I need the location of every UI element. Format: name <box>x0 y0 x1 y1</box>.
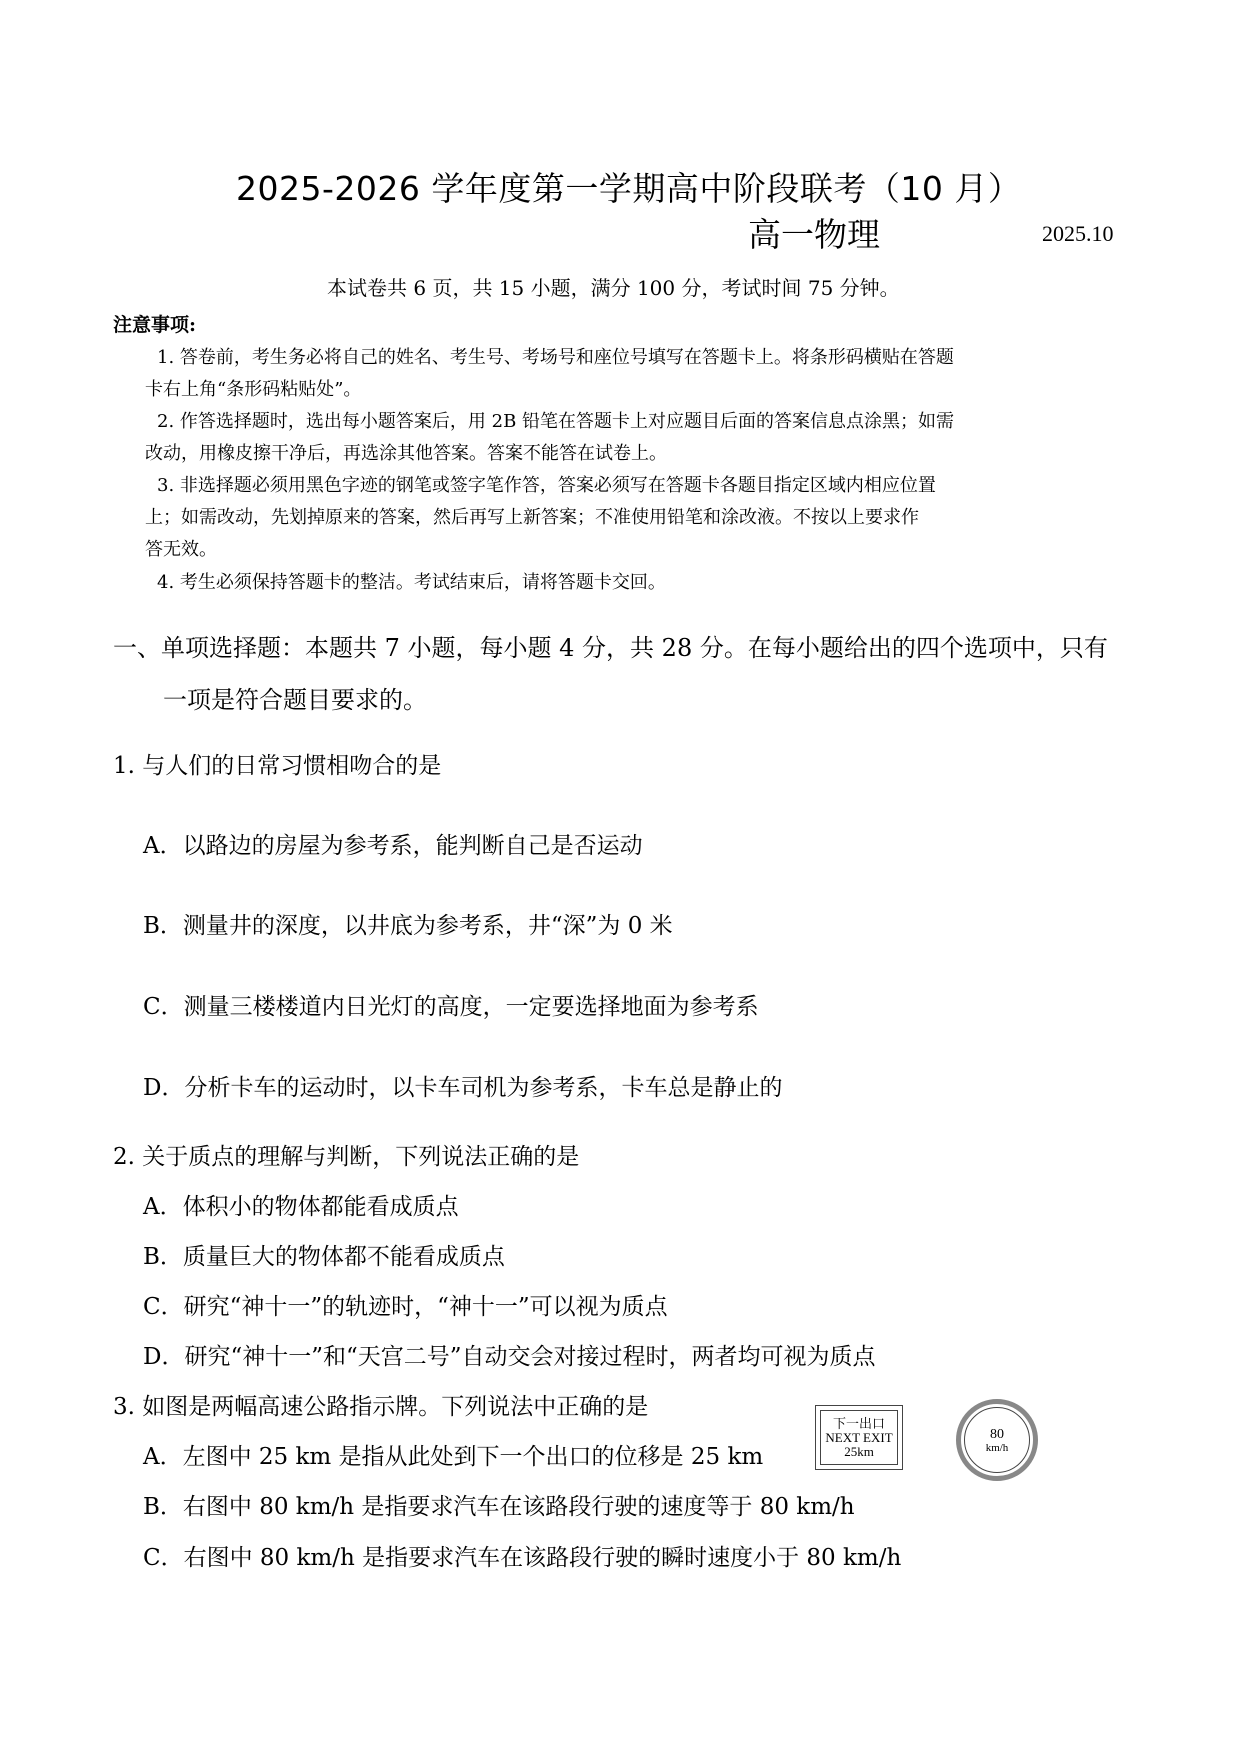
next-exit-sign-chinese: 下一出口 <box>832 1416 885 1431</box>
notice-line: 1. 答卷前，考生务必将自己的姓名、考生号、考场号和座位号填写在答题卡上。将条形码横贴在答题 <box>157 347 954 368</box>
question-3-option-a: A．左图中 25 km 是指从此处到下一个出口的位移是 25 km <box>143 1444 764 1470</box>
question-1-option-d: D．分析卡车的运动时，以卡车司机为参考系，卡车总是静止的 <box>143 1075 783 1101</box>
speed-limit-sign <box>956 1399 1038 1481</box>
question-2-option-d: D．研究“神十一”和“天宫二号”自动交会对接过程时，两者均可视为质点 <box>143 1344 876 1370</box>
exam-subject: 高一物理 <box>748 215 880 254</box>
exam-date: 2025.10 <box>1042 221 1114 246</box>
next-exit-sign-distance: 25km <box>844 1444 874 1459</box>
notice-line: 2. 作答选择题时，选出每小题答案后，用 2B 铅笔在答题卡上对应题目后面的答案信息点涂黑；如需 <box>157 411 955 432</box>
notice-line: 卡右上角“条形码粘贴处”。 <box>145 379 362 400</box>
question-2-option-c: C．研究“神十一”的轨迹时，“神十一”可以视为质点 <box>143 1294 668 1320</box>
next-exit-sign <box>815 1405 903 1470</box>
notice-title: 注意事项: <box>113 314 197 336</box>
question-2-option-a: A．体积小的物体都能看成质点 <box>143 1194 459 1220</box>
question-3-option-b: B．右图中 80 km/h 是指要求汽车在该路段行驶的速度等于 80 km/h <box>143 1494 855 1520</box>
notice-line: 3. 非选择题必须用黑色字迹的钢笔或签字笔作答，答案必须写在答题卡各题目指定区域内相应位置 <box>157 475 936 496</box>
question-1-option-b: B．测量井的深度，以井底为参考系，井“深”为 0 米 <box>143 913 673 939</box>
section-heading-continued: 一项是符合题目要求的。 <box>163 686 427 714</box>
next-exit-sign-english: NEXT EXIT <box>825 1430 893 1445</box>
notice-line: 改动，用橡皮擦干净后，再选涂其他答案。答案不能答在试卷上。 <box>145 443 667 464</box>
speed-limit-value: 80 <box>990 1427 1004 1442</box>
question-2-stem: 2. 关于质点的理解与判断，下列说法正确的是 <box>113 1144 580 1170</box>
speed-limit-sign-face <box>964 1407 1030 1473</box>
next-exit-sign-panel <box>820 1410 898 1465</box>
question-1-option-a: A．以路边的房屋为参考系，能判断自己是否运动 <box>143 833 643 859</box>
notice-line: 上；如需改动，先划掉原来的答案，然后再写上新答案；不准使用铅笔和涂改液。不按以上要求作 <box>145 507 919 528</box>
question-1-stem: 1. 与人们的日常习惯相吻合的是 <box>113 753 442 779</box>
question-3-option-c: C．右图中 80 km/h 是指要求汽车在该路段行驶的瞬时速度小于 80 km/h <box>143 1545 902 1571</box>
question-3-stem: 3. 如图是两幅高速公路指示牌。下列说法中正确的是 <box>113 1394 649 1420</box>
section-heading: 一、单项选择题：本题共 7 小题，每小题 4 分，共 28 分。在每小题给出的四个选项中，只有 <box>113 634 1108 662</box>
question-2-option-b: B．质量巨大的物体都不能看成质点 <box>143 1244 505 1270</box>
notice-line: 4. 考生必须保持答题卡的整洁。考试结束后，请将答题卡交回。 <box>157 572 666 593</box>
exam-title: 2025-2026 学年度第一学期高中阶段联考（10 月） <box>236 169 1022 208</box>
question-1-option-c: C．测量三楼楼道内日光灯的高度，一定要选择地面为参考系 <box>143 994 759 1020</box>
exam-intro: 本试卷共 6 页，共 15 小题，满分 100 分，考试时间 75 分钟。 <box>327 276 900 300</box>
speed-limit-unit: km/h <box>985 1442 1009 1454</box>
notice-line: 答无效。 <box>145 539 217 560</box>
